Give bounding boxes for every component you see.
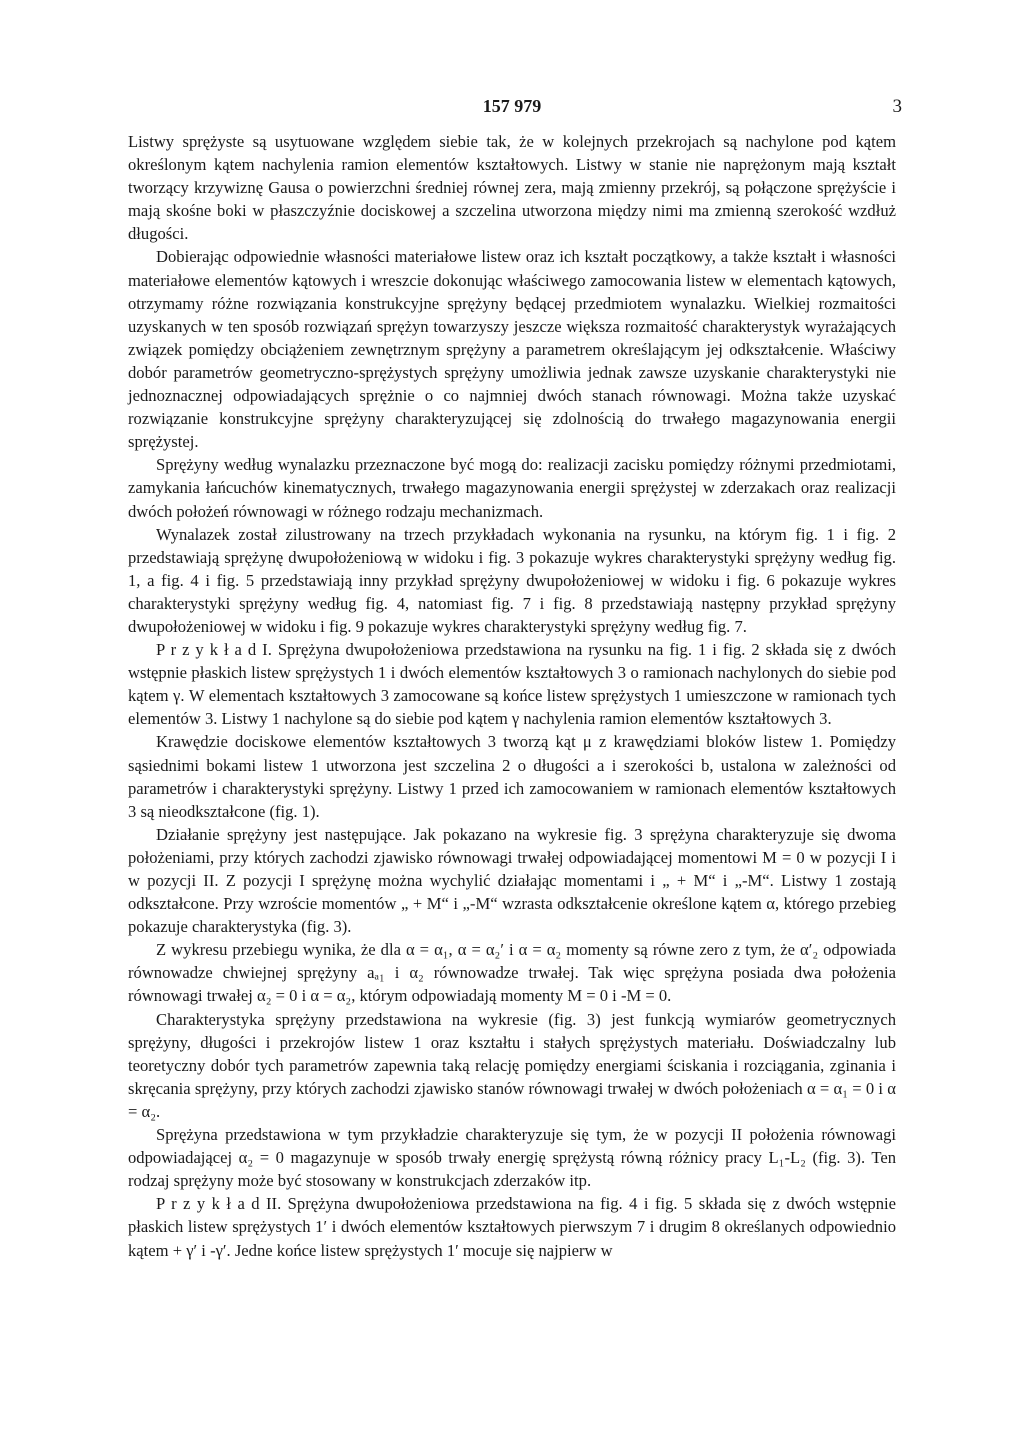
paragraph: Listwy sprężyste są usytuowane względem siebie tak, że w kolejnych przekrojach są nachylone pod kątem określonym kątem nachylenia ramion elementów kształtowych. Listwy w stanie nie naprężonym mają kształt tworzący krzywiznę Gausa o powierzchni średniej równej zera, mają zmienny przekrój, są połączone sprężyście i mają skośne boki w płaszczyźnie dociskowej a szczelina utworzona między nimi ma zmienną szerokość wzdłuż długości.: [128, 132, 896, 244]
paragraph: Sprężyny według wynalazku przeznaczone być mogą do: realizacji zacisku pomiędzy różnymi przedmiotami, zamykania łańcuchów kinematycznych, trwałego magazynowania energii sprężystej w zderzakach oraz realizacji dwóch położeń równowagi w różnego rodzaju mechanizmach.: [128, 455, 896, 521]
paragraph: Sprężyna przedstawiona w tym przykładzie charakteryzuje się tym, że w pozycji II położenia równowagi odpowiadającej α₂ = 0 magazynuje w sposób trwały energię sprężystą równą różnicy pracy L₁-L₂ (fig. 3). Ten rodzaj sprężyny może być stosowany w konstrukcjach zderzaków itp.: [128, 1125, 896, 1191]
page-number: 3: [892, 96, 902, 117]
paragraph: Wynalazek został zilustrowany na trzech przykładach wykonania na rysunku, na którym fig. 1 i fig. 2 przedstawiają sprężynę dwupołożeniową w widoku i fig. 3 pokazuje wykres charakterystyki sprężyny według fig. 1, a fig. 4 i fig. 5 przedstawiają inny przykład sprężyny dwupołożeniowej w widoku i fig. 6 pokazuje wykres charakterystyki sprężyny według fig. 4, natomiast fig. 7 i fig. 8 przedstawiają następny przykład sprężyny dwupołożeniowej w widoku i fig. 9 pokazuje wykres charakterystyki sprężyny według fig. 7.: [128, 524, 896, 636]
patent-number: 157 979: [482, 96, 542, 116]
paragraph: Charakterystyka sprężyny przedstawiona na wykresie (fig. 3) jest funkcją wymiarów geometrycznych sprężyny, długości i przekrojów listew 1 oraz kształtu i stałych sprężystych materiału. Doświadczalny lub teoretyczny dobór tych parametrów zapewnia taką relację pomiędzy energiami ściskania i rozciągania, zginania i skręcania sprężyny, przy których zachodzi zjawisko stanów równowagi trwałej w dwóch położeniach α = α₁ = 0 i α = α₂.: [128, 1009, 896, 1121]
paragraph: Działanie sprężyny jest następujące. Jak pokazano na wykresie fig. 3 sprężyna charakteryzuje się dwoma położeniami, przy których zachodzi zjawisko równowagi trwałej odpowiadającej momentowi M = 0 w pozycji I i w pozycji II. Z pozycji I sprężynę można wychylić działając momentami i „ + M“ i „-M“. Listwy 1 zostają odkształcone. Przy wzroście momentów „ + M“ i „-M“ wzrasta odkształcenie określone kątem α, którego przebieg pokazuje charakterystyka (fig. 3).: [128, 824, 896, 937]
paragraph: P r z y k ł a d I. Sprężyna dwupołożeniowa przedstawiona na rysunku na fig. 1 i fig. 2 składa się z dwóch wstępnie płaskich listew sprężystych 1 i dwóch elementów kształtowych 3 o ramionach nachylonych do siebie pod kątem γ. W elementach kształtowych 3 zamocowane są końce listew sprężystych 1 umieszczone w ramionach tych elementów 3. Listwy 1 nachylone są do siebie pod kątem γ nachylenia ramion elementów kształtowych 3.: [128, 640, 896, 729]
paragraph: Z wykresu przebiegu wynika, że dla α = α₁, α = α₂′ i α = α₂ momenty są równe zero z tym, że α′₂ odpowiada równowadze chwiejnej sprężyny aₐ₁ i α₂ równowadze trwałej. Tak więc sprężyna posiada dwa położenia równowagi trwałej α₂ = 0 i α = α₂, którym odpowiadają momenty M = 0 i -M = 0.: [128, 940, 896, 1006]
paragraph: P r z y k ł a d II. Sprężyna dwupołożeniowa przedstawiona na fig. 4 i fig. 5 składa się z dwóch wstępnie płaskich listew sprężystych 1′ i dwóch elementów kształtowych pierwszym 7 i drugim 8 określanych odpowiednio kątem + γ′ i -γ′. Jedne końce listew sprężystych 1′ mocuje się najpierw w: [128, 1194, 896, 1260]
page-header: [128, 96, 902, 130]
paragraph: Krawędzie dociskowe elementów kształtowych 3 tworzą kąt μ z krawędziami bloków listew 1. Pomiędzy sąsiednimi bokami listew 1 utworzona jest szczelina 2 o długości a i szerokości b, ustalona w zależności od parametrów i charakterystyki sprężyny. Listwy 1 przed ich zamocowaniem w ramionach elementów kształtowych 3 są nieodkształcone (fig. 1).: [128, 732, 896, 821]
paragraph: Dobierając odpowiednie własności materiałowe listew oraz ich kształt początkowy, a także kształt i własności materiałowe elementów kątowych i wreszcie dokonując właściwego zamocowania listew w elementach kątowych, otrzymamy różne rozwiązania konstrukcyjne sprężyny będącej przedmiotem wynalazku. Wielkiej rozmaitości uzyskanych w ten sposób rozwiązań sprężyn towarzyszy jeszcze większa rozmaitość charakterystyk wyrażających związek pomiędzy obciążeniem zewnętrznym sprężyny a parametrem określającym jej odkształcenie. Właściwy dobór parametrów geometryczno-sprężystych sprężyny umożliwia jednak zawsze uzyskanie charakterystyki nie jednoznacznej odpowiadających sprężnie o co najmniej dwóch stanach równowagi. Można także uzyskać rozwiązanie konstrukcyjne sprężyny charakteryzującej się zdolnością do trwałego magazynowania energii sprężystej.: [128, 247, 896, 452]
body-text: [128, 130, 896, 1262]
